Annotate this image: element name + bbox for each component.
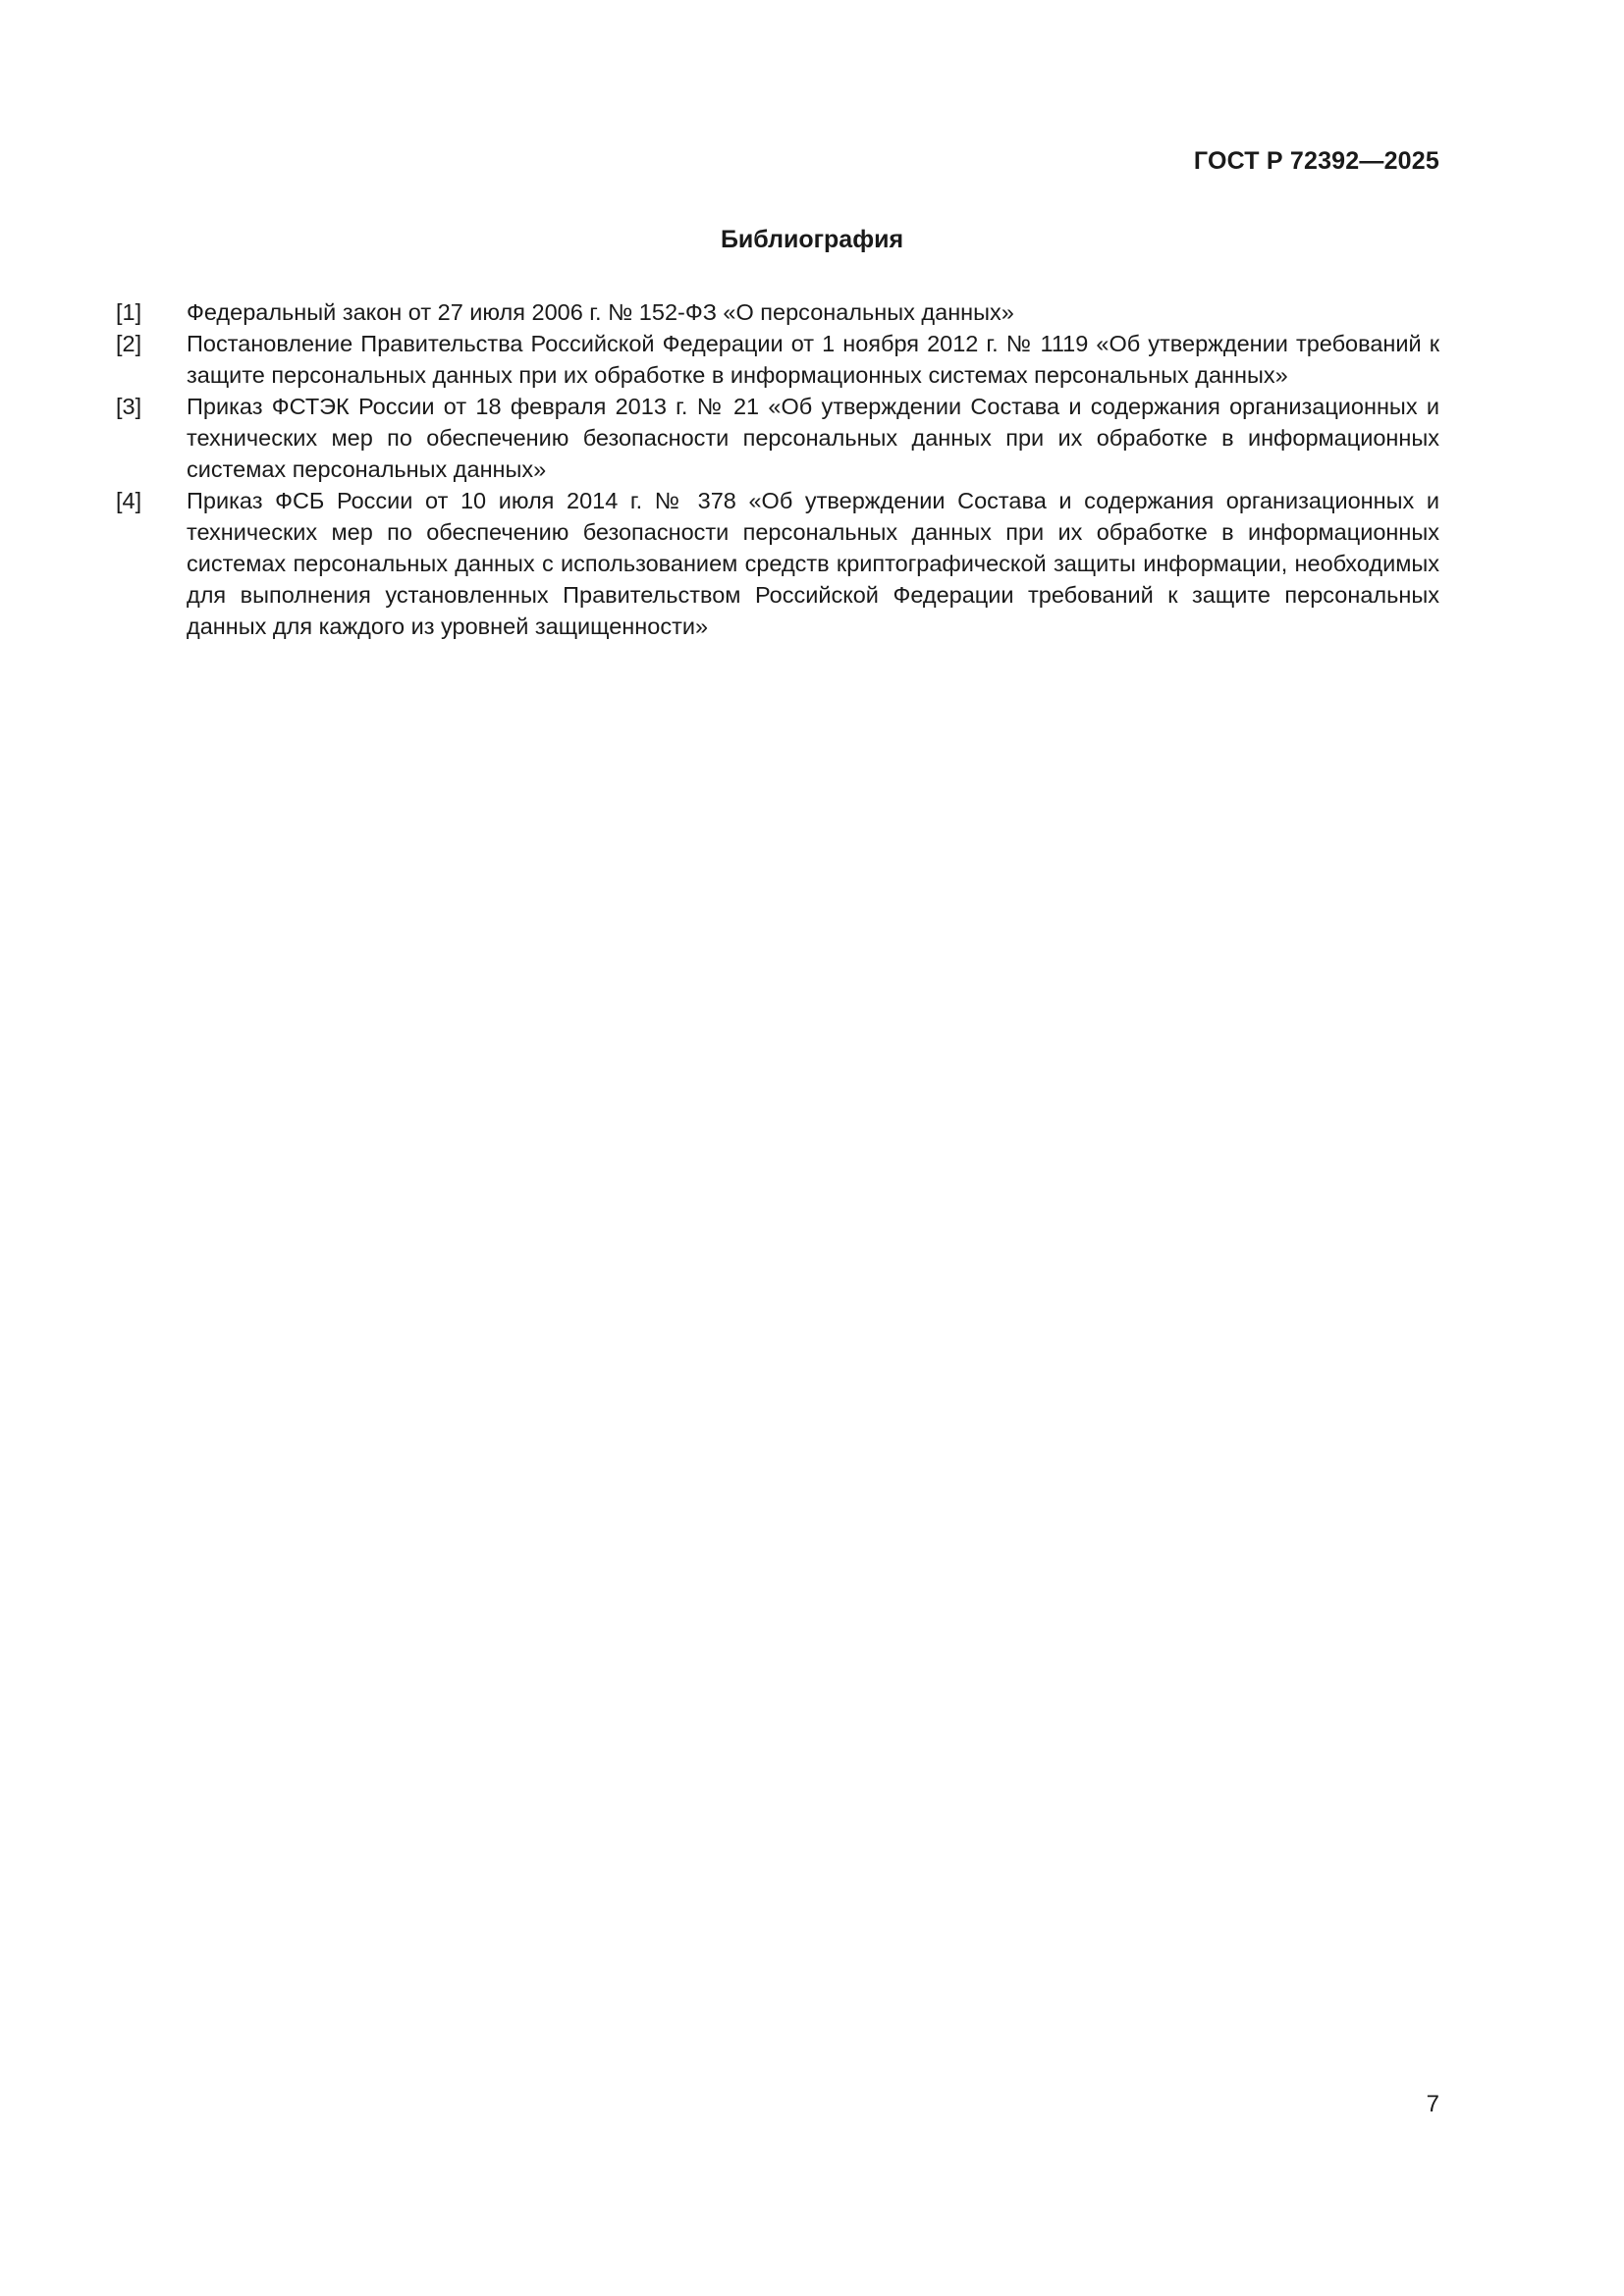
bibliography-item-number: [2]: [116, 331, 142, 356]
bibliography-item: [116, 391, 1439, 485]
bibliography-item-text: Приказ ФСБ России от 10 июля 2014 г. № 378 «Об утверждении Состава и содержания организационных и технических мер по обеспечению безопасности персональных данных при их обработке в информационных системах персональных данных с использованием средств криптографической защиты информации, необходимых для выполнения установленных Правительством Российской Федерации требований к защите персональных данных для каждого из уровней защищенности»: [187, 488, 1439, 639]
bibliography-item-text: Приказ ФСТЭК России от 18 февраля 2013 г. № 21 «Об утверждении Состава и содержания организационных и технических мер по обеспечению безопасности персональных данных при их обработке в информационных системах персональных данных»: [187, 394, 1439, 482]
bibliography-item-text: Постановление Правительства Российской Федерации от 1 ноября 2012 г. № 1119 «Об утверждении требований к защите персональных данных при их обработке в информационных системах персональных данных»: [187, 331, 1439, 388]
bibliography-item-number: [4]: [116, 488, 142, 513]
page-number: 7: [1426, 2091, 1439, 2117]
bibliography-item: [116, 296, 1439, 328]
bibliography-item: [116, 485, 1439, 642]
section-title: Библиография: [720, 226, 904, 253]
document-code: ГОСТ Р 72392—2025: [1193, 147, 1439, 175]
bibliography-list: [116, 296, 1439, 642]
bibliography-item-text: Федеральный закон от 27 июля 2006 г. № 152-ФЗ «О персональных данных»: [187, 299, 1014, 325]
bibliography-item-number: [1]: [116, 299, 142, 325]
bibliography-item-number: [3]: [116, 394, 142, 419]
bibliography-item: [116, 328, 1439, 391]
